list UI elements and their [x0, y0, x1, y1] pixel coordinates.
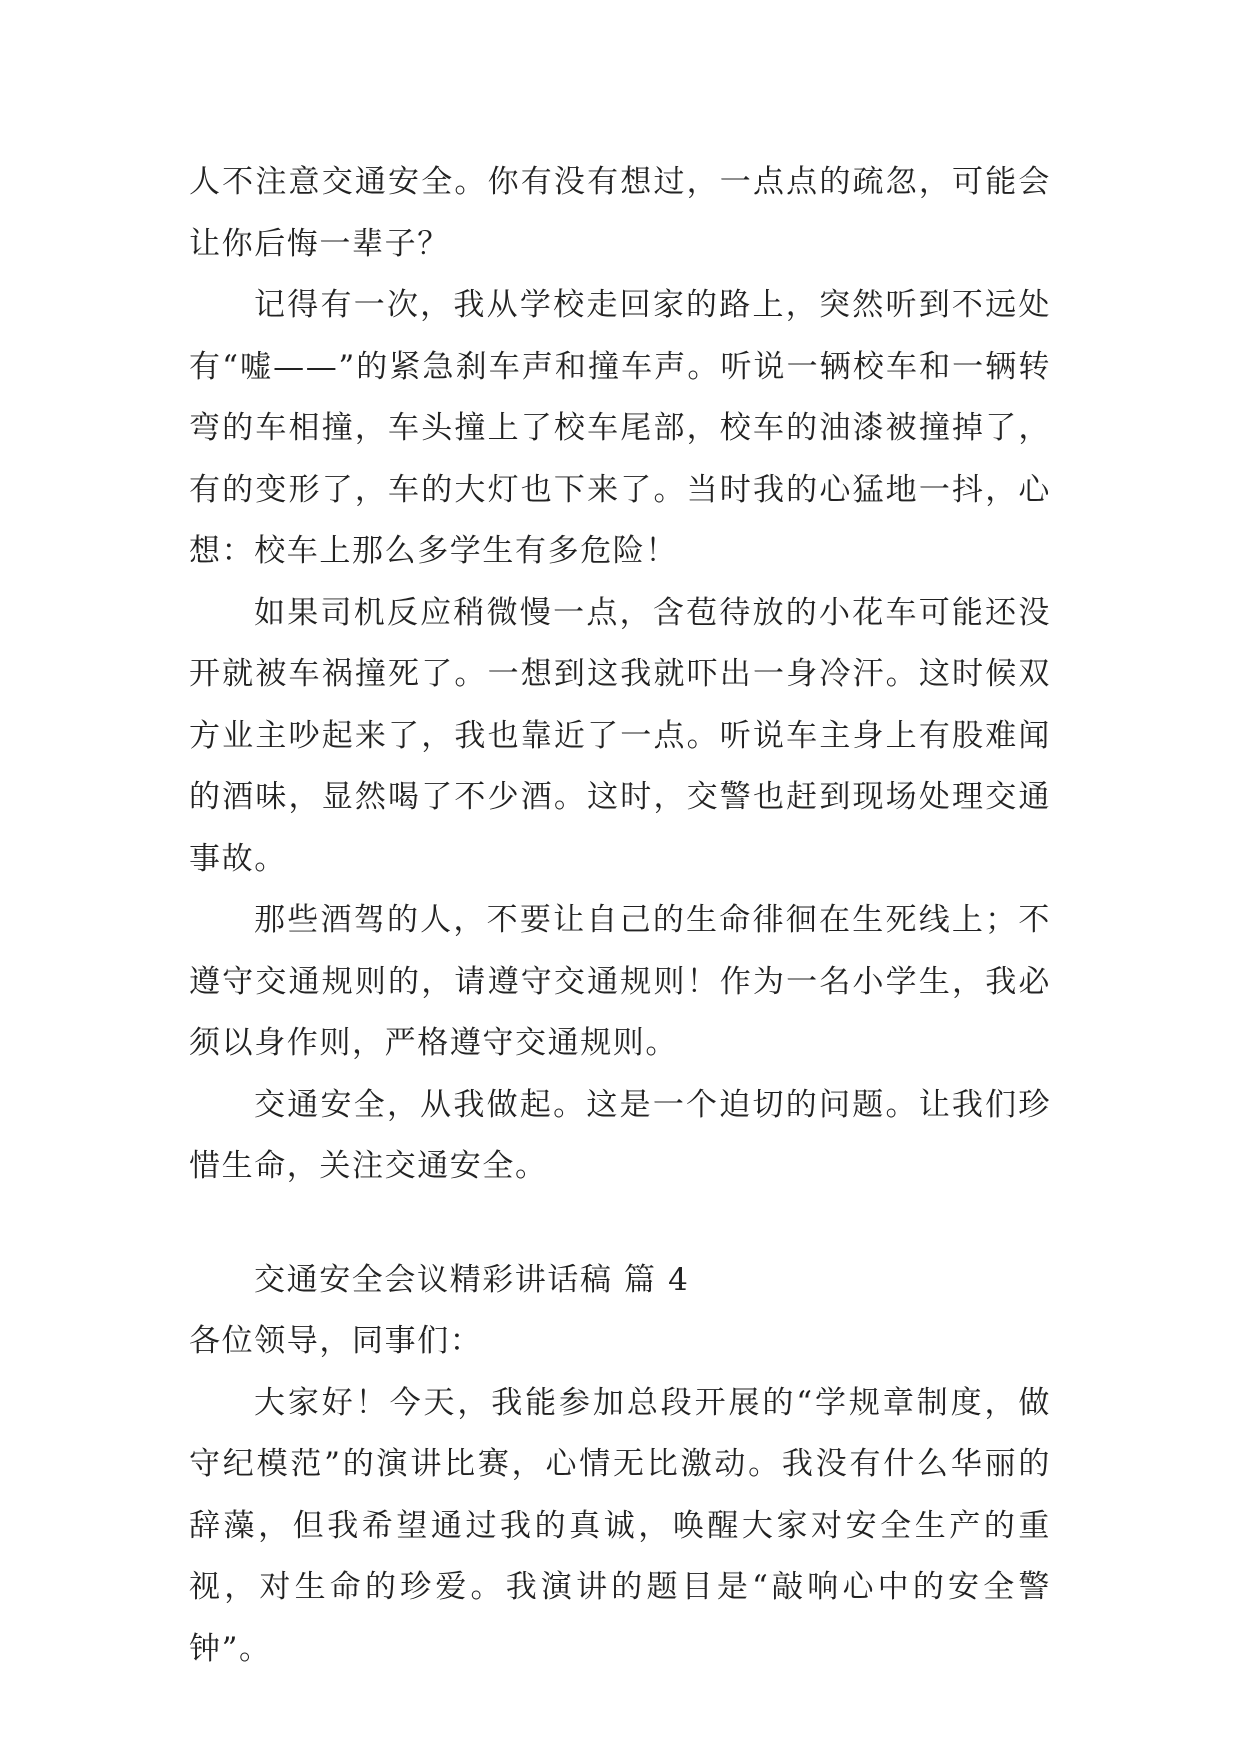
- paragraph-obey-rules: 那些酒驾的人，不要让自己的生命徘徊在生死线上；不遵守交通规则的，请遵守交通规则！作为一名小学生，我必须以身作则，严格遵守交通规则。: [189, 902, 1051, 1061]
- section-title: 交通安全会议精彩讲话稿 篇 4: [254, 1261, 690, 1298]
- section-gap: [189, 1198, 1051, 1250]
- paragraph-continuation: 人不注意交通安全。你有没有想过，一点点的疏忽，可能会让你后悔一辈子？: [189, 164, 1051, 262]
- paragraph-drunk-driver: 如果司机反应稍微慢一点，含苞待放的小花车可能还没开就被车祸撞死了。一想到这我就吓出一身冷汗。这时候双方业主吵起来了，我也靠近了一点。听说车主身上有股难闻的酒味，显然喝了不少酒。这时，交警也赶到现场处理交通事故。: [189, 594, 1051, 877]
- document-page: [189, 152, 1051, 1680]
- paragraph-conclusion: 交通安全，从我做起。这是一个迫切的问题。让我们珍惜生命，关注交通安全。: [189, 1086, 1051, 1184]
- paragraph-accident-story: 记得有一次，我从学校走回家的路上，突然听到不远处有“嘘——”的紧急刹车声和撞车声。听说一辆校车和一辆转弯的车相撞，车头撞上了校车尾部，校车的油漆被撞掉了，有的变形了，车的大灯也下来了。当时我的心猛地一抖，心想：校车上那么多学生有多危险！: [189, 287, 1051, 569]
- paragraph-speech-intro: 大家好！今天，我能参加总段开展的“学规章制度，做守纪模范”的演讲比赛，心情无比激动。我没有什么华丽的辞藻，但我希望通过我的真诚，唤醒大家对安全生产的重视，对生命的珍爱。我演讲的题目是“敲响心中的安全警钟”。: [189, 1384, 1051, 1667]
- salutation: 各位领导，同事们：: [189, 1323, 483, 1359]
